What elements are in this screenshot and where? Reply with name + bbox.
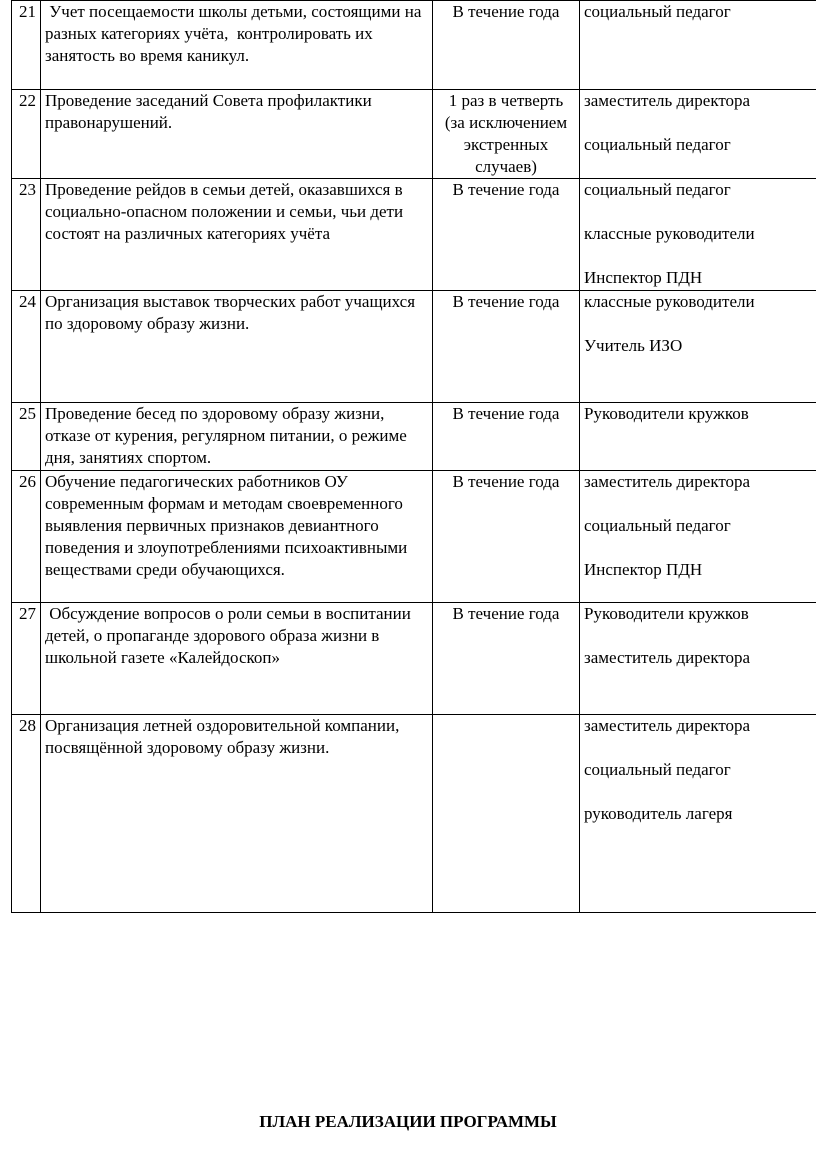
- responsible-person: классные руководители: [584, 292, 755, 311]
- activity-cell: Организация выставок творческих работ учащихся по здоровому образу жизни.: [41, 291, 433, 403]
- responsible-person: Руководители кружков: [584, 604, 749, 623]
- row-number: 26: [12, 471, 41, 603]
- activity-cell: Проведение рейдов в семьи детей, оказавшихся в социально-опасном положении и семьи, чьи дети состоят на различных категориях учёта: [41, 179, 433, 291]
- responsible-cell: [580, 715, 816, 913]
- responsible-person: заместитель директора: [584, 91, 751, 110]
- activity-cell: Учет посещаемости школы детьми, состоящими на разных категориях учёта, контролировать их занятость во время каникул.: [41, 1, 433, 90]
- responsible-cell: [580, 90, 816, 179]
- table-row: [12, 90, 816, 179]
- table-row: [12, 1, 816, 90]
- activity-cell: Обучение педагогических работников ОУ современным формам и методам своевременного выявления первичных признаков девиантного поведения и злоупотреблениями психоактивными веществами среди обучающихся.: [41, 471, 433, 603]
- responsible-cell: [580, 291, 816, 403]
- responsible-person: социальный педагог: [584, 180, 731, 199]
- timing-cell: В течение года: [433, 471, 580, 603]
- responsible-person: социальный педагог: [584, 2, 731, 21]
- row-number: 25: [12, 403, 41, 471]
- responsible-person: социальный педагог: [584, 135, 731, 154]
- responsible-cell: [580, 603, 816, 715]
- timing-cell: [433, 715, 580, 913]
- timing-cell: 1 раз в четверть (за исключением экстренных случаев): [433, 90, 580, 179]
- responsible-cell: [580, 403, 816, 471]
- row-number: 23: [12, 179, 41, 291]
- responsible-person: заместитель директора: [584, 716, 751, 735]
- row-number: 21: [12, 1, 41, 90]
- responsible-person: классные руководители: [584, 224, 755, 243]
- responsible-person: заместитель директора: [584, 472, 751, 491]
- responsible-person: социальный педагог: [584, 516, 731, 535]
- activity-cell: Обсуждение вопросов о роли семьи в воспитании детей, о пропаганде здорового образа жизни в школьной газете «Калейдоскоп»: [41, 603, 433, 715]
- row-number: 27: [12, 603, 41, 715]
- row-number: 24: [12, 291, 41, 403]
- responsible-cell: [580, 471, 816, 603]
- responsible-person: Инспектор ПДН: [584, 560, 703, 579]
- activity-cell: Организация летней оздоровительной компании, посвящённой здоровому образу жизни.: [41, 715, 433, 913]
- table-row: [12, 179, 816, 291]
- activity-cell: Проведение заседаний Совета профилактики правонарушений.: [41, 90, 433, 179]
- timing-cell: В течение года: [433, 291, 580, 403]
- row-number: 22: [12, 90, 41, 179]
- table-row: [12, 291, 816, 403]
- responsible-person: заместитель директора: [584, 648, 751, 667]
- responsible-person: Учитель ИЗО: [584, 336, 683, 355]
- table-row: [12, 403, 816, 471]
- responsible-person: руководитель лагеря: [584, 804, 733, 823]
- plan-table: [11, 0, 816, 913]
- timing-cell: В течение года: [433, 179, 580, 291]
- responsible-cell: [580, 179, 816, 291]
- responsible-person: Инспектор ПДН: [584, 268, 703, 287]
- section-heading: ПЛАН РЕАЛИЗАЦИИ ПРОГРАММЫ: [259, 1112, 557, 1131]
- timing-cell: В течение года: [433, 1, 580, 90]
- row-number: 28: [12, 715, 41, 913]
- responsible-cell: [580, 1, 816, 90]
- table-row: [12, 471, 816, 603]
- responsible-person: Руководители кружков: [584, 404, 749, 423]
- table-row: [12, 715, 816, 913]
- table-row: [12, 603, 816, 715]
- timing-cell: В течение года: [433, 403, 580, 471]
- timing-cell: В течение года: [433, 603, 580, 715]
- activity-cell: Проведение бесед по здоровому образу жизни, отказе от курения, регулярном питании, о режиме дня, занятиях спортом.: [41, 403, 433, 471]
- responsible-person: социальный педагог: [584, 760, 731, 779]
